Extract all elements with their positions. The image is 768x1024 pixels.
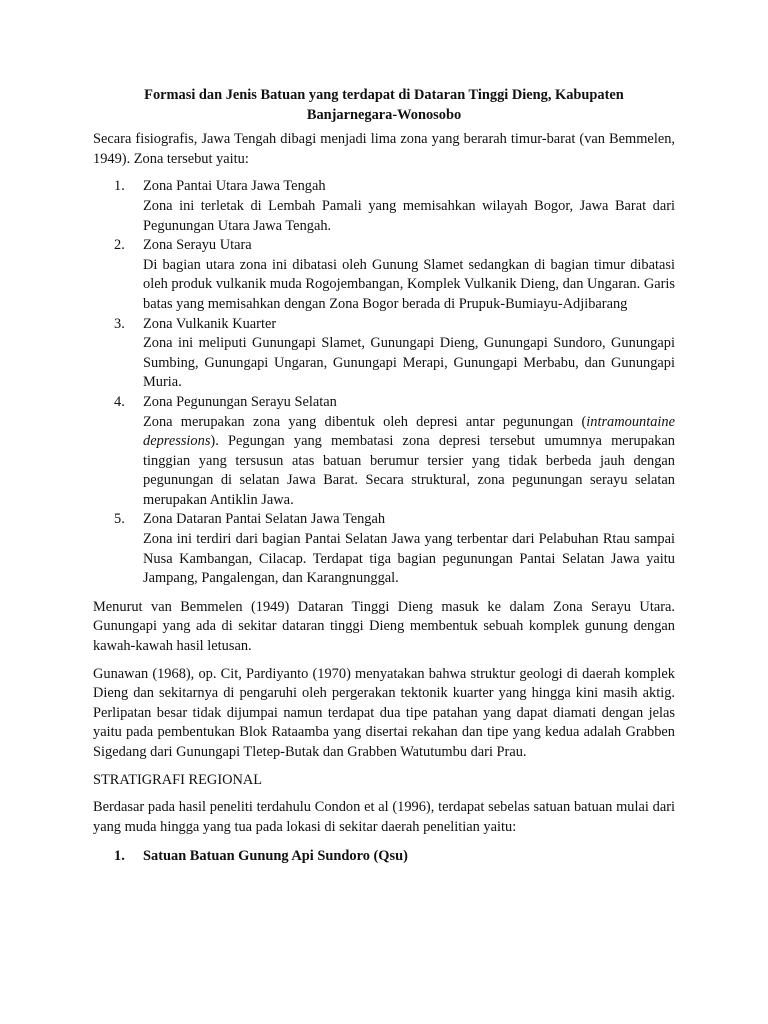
stratigraphy-paragraph: Berdasar pada hasil peneliti terdahulu Condon et al (1996), terdapat sebelas satuan batuan mulai dari yang muda hingga yang tua pada lokasi di sekitar daerah penelitian yaitu:	[93, 799, 675, 835]
structure-paragraph: Gunawan (1968), op. Cit, Pardiyanto (1970) menyatakan bahwa struktur geologi di daerah komplek Dieng dan sekitarnya di pengaruhi oleh pergerakan tektonik kuarter yang hingga kini masih aktig. Perlipatan besar tidak dijumpai namun terdapat dua tipe patahan yang dapat diamati dengan jelas yaitu pada pembentukan Blok Rataamba yang disertai rekahan dan tipe yang kedua adalah Grabben Sigedang dari Gunungapi Tletep-Butak dan Grabben Watutumbu dari Prau.	[93, 665, 675, 760]
zone-item	[93, 315, 675, 393]
intro-paragraph: Secara fisiografis, Jawa Tengah dibagi menjadi lima zona yang berarah timur-barat (van Bemmelen, 1949). Zona tersebut yaitu:	[93, 131, 675, 167]
section-heading: STRATIGRAFI REGIONAL	[93, 771, 263, 788]
zone-name: Zona Vulkanik Kuarter	[143, 315, 277, 332]
rock-unit-heading	[93, 847, 675, 867]
zone-number: 1.	[114, 178, 125, 195]
zone-item	[93, 177, 675, 236]
zone-item	[93, 510, 675, 588]
zone-name: Zona Pantai Utara Jawa Tengah	[143, 178, 326, 195]
unit-number: 1.	[114, 848, 125, 865]
zone-description-italic: intramountaine depressions	[143, 413, 675, 450]
zone-description	[143, 413, 675, 511]
zone-name: Zona Serayu Utara	[143, 237, 252, 254]
zone-description: Zona ini meliputi Gunungapi Slamet, Gunungapi Dieng, Gunungapi Sundoro, Gunungapi Sumbing, Gunungapi Ungaran, Gunungapi Merapi, Gunungapi Merbabu, dan Gunungapi Muria.	[143, 335, 675, 391]
zone-description: Di bagian utara zona ini dibatasi oleh Gunung Slamet sedangkan di bagian timur dibatasi oleh produk vulkanik muda Rogojembangan, Komplek Vulkanik Dieng, dan Ungaran. Garis batas yang memisahkan dengan Zona Bogor berada di Prupuk-Bumiayu-Adjibarang	[143, 256, 675, 312]
zone-description: Zona ini terletak di Lembah Pamali yang memisahkan wilayah Bogor, Jawa Barat dari Pegunungan Utara Jawa Tengah.	[143, 197, 675, 234]
zone-number: 2.	[114, 237, 125, 254]
document-page	[93, 86, 675, 867]
zone-description: Zona ini terdiri dari bagian Pantai Selatan Jawa yang terbentar dari Pelabuhan Rtau sampai Nusa Kambangan, Cilacap. Terdapat tiga bagian pegunungan Pantai Selatan Jawa yaitu Jampang, Pangalengan, dan Karangnunggal.	[143, 531, 675, 587]
zone-number: 4.	[114, 393, 125, 410]
document-title: Formasi dan Jenis Batuan yang terdapat di Dataran Tinggi Dieng, Kabupaten Banjarnegara-Wonosobo	[144, 87, 624, 123]
zone-name: Zona Pegunungan Serayu Selatan	[143, 393, 337, 410]
zone-list	[93, 177, 675, 588]
bemmelen-paragraph: Menurut van Bemmelen (1949) Dataran Tinggi Dieng masuk ke dalam Zona Serayu Utara. Gunungapi yang ada di sekitar dataran tinggi Dieng membentuk sebuah komplek gunung dengan kawah-kawah hasil letusan.	[93, 598, 675, 655]
zone-description-text: ). Pegungan yang membatasi zona depresi tersebut umumnya merupakan tinggian yang tersusun atas batuan berumur tersier yang tidak berbeda jauh dengan pegunungan di selatan Jawa Barat. Secara struktural, zona pegunungan serayu selatan merupakan Antiklin Jawa.	[143, 433, 675, 508]
zone-name: Zona Dataran Pantai Selatan Jawa Tengah	[143, 511, 386, 528]
zone-number: 5.	[114, 511, 125, 528]
zone-item	[93, 236, 675, 314]
zone-item	[93, 393, 675, 511]
unit-label: Satuan Batuan Gunung Api Sundoro (Qsu)	[143, 848, 408, 865]
zone-number: 3.	[114, 315, 125, 332]
zone-description-text: Zona merupakan zona yang dibentuk oleh depresi antar pegunungan (	[143, 413, 587, 430]
